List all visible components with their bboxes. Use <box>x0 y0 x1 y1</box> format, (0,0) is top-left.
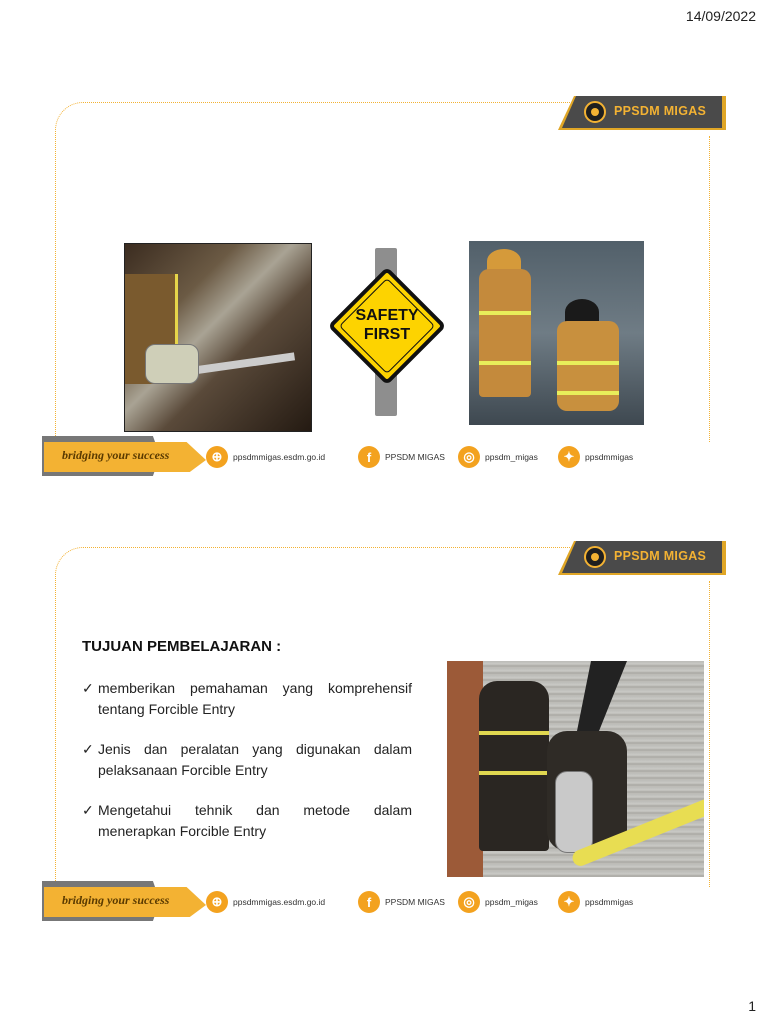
sign-text-line1: SAFETY <box>355 307 419 324</box>
sign-text-line2: FIRST <box>363 326 411 343</box>
facebook-icon: f <box>358 446 380 468</box>
check-icon: ✓ <box>82 680 94 696</box>
ppsdm-logo-icon <box>584 101 606 123</box>
check-icon: ✓ <box>82 741 94 757</box>
page-date: 14/09/2022 <box>685 8 756 24</box>
instagram-icon: ◎ <box>458 446 480 468</box>
instagram-icon: ◎ <box>458 891 480 913</box>
slide-1 <box>40 100 726 490</box>
brand-badge <box>558 541 726 581</box>
ppsdm-logo-icon <box>584 546 606 568</box>
instagram-link[interactable]: ◎ ppsdm_migas <box>458 891 538 913</box>
slide-title: TUJUAN PEMBELAJARAN : <box>82 638 282 655</box>
facebook-icon: f <box>358 891 380 913</box>
globe-icon: ⊕ <box>206 891 228 913</box>
twitter-icon: ✦ <box>558 446 580 468</box>
twitter-icon: ✦ <box>558 891 580 913</box>
globe-icon: ⊕ <box>206 446 228 468</box>
facebook-link[interactable]: f PPSDM MIGAS <box>358 891 445 913</box>
tagline: bridging your success <box>62 893 170 907</box>
safety-first-sign <box>327 266 447 386</box>
list-item: ✓ memberikan pemahaman yang komprehensif tentang Forcible Entry <box>82 680 412 717</box>
tagline: bridging your success <box>62 448 170 462</box>
brand-name: PPSDM MIGAS <box>614 104 707 118</box>
firefighters-shutter-photo <box>447 661 704 877</box>
forcible-entry-tool-photo <box>124 243 312 432</box>
website-link[interactable]: ⊕ ppsdmmigas.esdm.go.id <box>206 446 325 468</box>
slide-frame-right <box>709 136 710 442</box>
objectives-list <box>82 678 412 861</box>
slide-footer <box>42 881 726 927</box>
firefighters-door-photo <box>469 241 644 425</box>
check-icon: ✓ <box>82 802 94 818</box>
brand-badge <box>558 96 726 136</box>
slide-footer <box>42 436 726 482</box>
instagram-link[interactable]: ◎ ppsdm_migas <box>458 446 538 468</box>
website-link[interactable]: ⊕ ppsdmmigas.esdm.go.id <box>206 891 325 913</box>
list-item: ✓ Mengetahui tehnik dan metode dalam menerapkan Forcible Entry <box>82 802 412 839</box>
slide-2 <box>40 545 726 935</box>
twitter-link[interactable]: ✦ ppsdmmigas <box>558 446 633 468</box>
facebook-link[interactable]: f PPSDM MIGAS <box>358 446 445 468</box>
page-number: 1 <box>748 998 756 1014</box>
list-item: ✓ Jenis dan peralatan yang digunakan dalam pelaksanaan Forcible Entry <box>82 741 412 778</box>
twitter-link[interactable]: ✦ ppsdmmigas <box>558 891 633 913</box>
brand-name: PPSDM MIGAS <box>614 549 707 563</box>
slide-frame-right <box>709 581 710 887</box>
